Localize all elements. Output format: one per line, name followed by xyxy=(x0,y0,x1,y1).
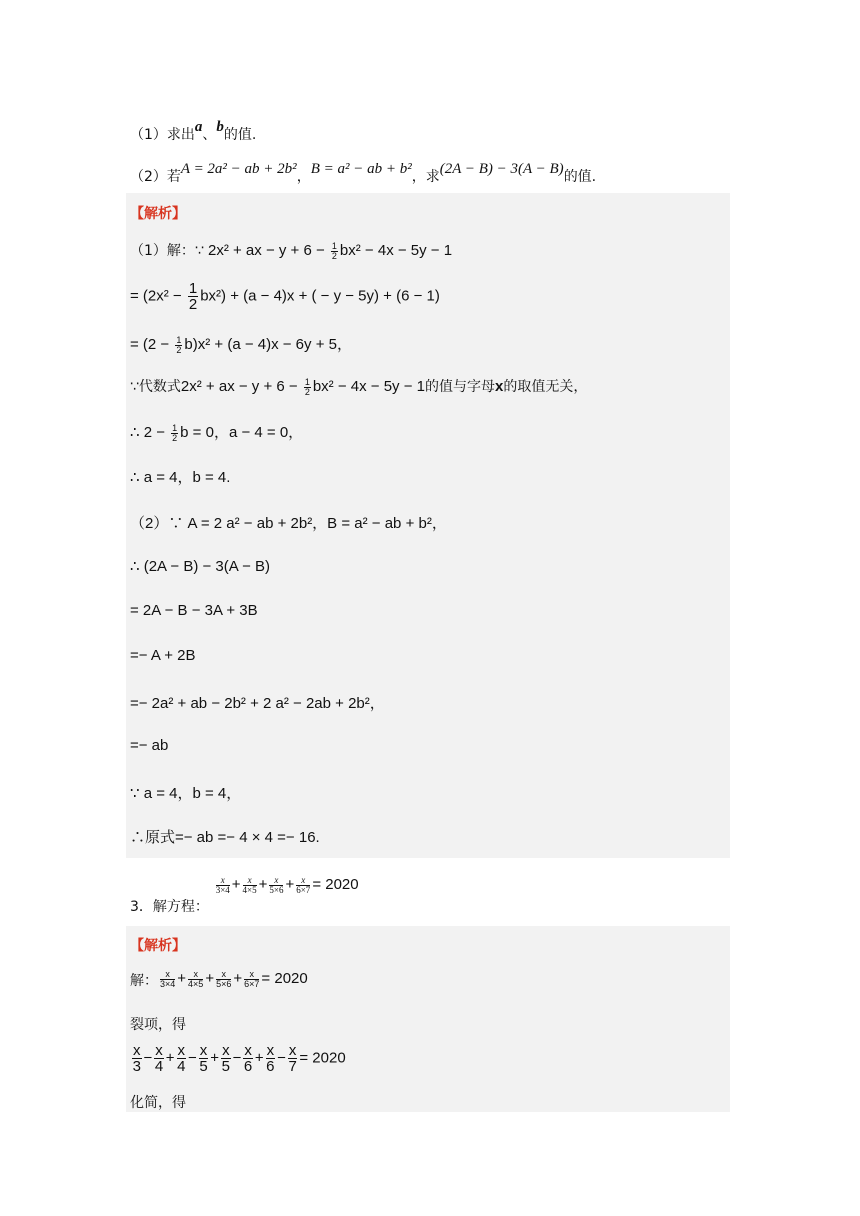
solution-1-line-10: =− A + 2B xyxy=(130,647,196,664)
plus-sign: + xyxy=(258,876,268,893)
question-2-label: （2）若 xyxy=(130,169,181,185)
operator: − xyxy=(143,1049,153,1067)
fraction-denominator: 3 xyxy=(132,1058,141,1075)
fraction-numerator: x xyxy=(296,876,310,886)
fraction xyxy=(304,378,311,397)
fraction-numerator: x xyxy=(160,970,175,980)
solution-1-line-4-a: ∵代数式 xyxy=(130,379,181,395)
question-1-post: 的值. xyxy=(223,127,257,143)
fraction-denominator: 6 xyxy=(266,1058,275,1075)
solution-3-line-3 xyxy=(130,1043,346,1074)
solution-1-line-4-b: 2x² + ax − y + 6 − xyxy=(180,378,298,395)
solution-1-line-12: =− ab xyxy=(130,737,169,754)
fraction-numerator: x xyxy=(133,1042,141,1059)
var-b: b xyxy=(216,119,224,135)
plus-sign: + xyxy=(233,970,243,987)
fraction-numerator: x xyxy=(188,970,203,980)
fraction xyxy=(221,1043,231,1074)
solution-1-line-11: =− 2a² + ab − 2b² + 2 a² − 2ab + 2b²， xyxy=(130,695,385,712)
fraction-denominator: 6 xyxy=(243,1058,253,1075)
solution-1-line-4-c: bx² − 4x − 5y − 1 xyxy=(312,378,425,395)
fraction xyxy=(160,970,175,989)
fraction-numerator: x xyxy=(244,1042,252,1059)
fraction xyxy=(288,1043,298,1074)
fraction-denominator: 5×6 xyxy=(216,978,232,989)
fraction-denominator: 4×5 xyxy=(242,884,257,895)
fraction xyxy=(296,876,310,895)
fraction-numerator: x xyxy=(288,1042,297,1059)
equals-2020: = 2020 xyxy=(312,876,359,893)
fraction xyxy=(216,970,231,989)
question-2 xyxy=(130,161,597,186)
operator: + xyxy=(165,1049,175,1067)
var-a: a xyxy=(194,119,203,135)
plus-sign: + xyxy=(231,876,241,893)
fraction-numerator: x xyxy=(243,876,257,886)
question-1-pre: 求出 xyxy=(166,127,195,143)
fraction-denominator: 5 xyxy=(199,1058,208,1075)
solution-3-line-1 xyxy=(130,968,308,989)
question-2-post: 的值. xyxy=(563,169,597,185)
solution-1-line-5-a: ∴ 2 − xyxy=(130,424,165,441)
solution-1-line-1-prefix: （1）解：∵ xyxy=(130,243,204,259)
fraction-denominator: 3×4 xyxy=(160,978,176,989)
solution-1-line-1-a: 2x² + ax − y + 6 − xyxy=(208,242,325,259)
question-3 xyxy=(130,874,359,915)
solution-3-line-1-prefix: 解： xyxy=(130,973,158,989)
fraction-numerator: 1 xyxy=(172,422,178,433)
operator: − xyxy=(277,1049,286,1067)
fraction xyxy=(132,1043,142,1074)
fraction xyxy=(177,1043,187,1074)
fraction-numerator: x xyxy=(177,1042,186,1059)
solution-1-line-2-b: bx²) + (a − 4)x + ( − y − 5y) + (6 − 1) xyxy=(200,287,440,305)
fraction-denominator: 3×4 xyxy=(215,884,230,895)
fraction-denominator: 2 xyxy=(172,432,178,443)
question-1-label: （1） xyxy=(130,127,167,143)
solution-1-line-5-b: b = 0，a − 4 = 0， xyxy=(180,424,304,441)
fraction xyxy=(269,876,283,895)
fraction-numerator: 1 xyxy=(304,376,310,387)
fraction-denominator: 4 xyxy=(177,1058,186,1075)
solution-1-line-4-d: 的值与字母 xyxy=(425,379,495,395)
fraction-denominator: 5×6 xyxy=(269,884,284,895)
question-2-comma: ， xyxy=(296,169,311,185)
question-2-expr-b: B = a² − ab + b² xyxy=(310,161,412,177)
question-1-sep: 、 xyxy=(202,127,217,143)
question-3-label: 3．解方程： xyxy=(130,899,209,915)
fraction xyxy=(243,876,257,895)
fraction-denominator: 2 xyxy=(176,344,182,355)
question-2-ask: ，求 xyxy=(411,169,440,185)
fraction-numerator: x xyxy=(199,1042,208,1059)
solution-3-tag: 【解析】 xyxy=(130,938,186,954)
solution-1-line-8: ∴ (2A − B) − 3(A − B) xyxy=(130,558,271,575)
fraction-denominator: 2 xyxy=(304,386,310,397)
fraction-numerator: x xyxy=(266,1042,275,1059)
solution-1-line-9: = 2A − B − 3A + 3B xyxy=(130,602,258,619)
fraction-numerator: x xyxy=(155,1042,163,1059)
fraction-denominator: 2 xyxy=(331,250,337,261)
solution-3-line-2: 裂项，得 xyxy=(130,1017,186,1033)
fraction xyxy=(266,1043,276,1074)
solution-1-line-2-a: = (2x² − xyxy=(130,287,182,305)
operator: − xyxy=(188,1049,197,1067)
equals-2020: = 2020 xyxy=(261,970,308,987)
equals-2020: = 2020 xyxy=(299,1049,346,1067)
solution-3-line-4: 化简，得 xyxy=(130,1095,186,1111)
solution-1-line-4 xyxy=(130,376,587,397)
fraction-denominator: 6×7 xyxy=(244,978,260,989)
fraction xyxy=(171,424,178,443)
fraction-numerator: x xyxy=(222,1042,230,1059)
solution-1-line-6: ∴ a = 4，b = 4. xyxy=(130,469,231,486)
fraction xyxy=(216,876,230,895)
fraction-denominator: 7 xyxy=(288,1058,297,1075)
fraction xyxy=(188,970,203,989)
fraction-denominator: 5 xyxy=(221,1058,230,1075)
fraction-denominator: 2 xyxy=(188,296,198,313)
fraction xyxy=(331,242,338,261)
solution-1-line-14: ∴原式=− ab =− 4 × 4 =− 16. xyxy=(130,829,320,846)
question-3-equation xyxy=(214,876,359,893)
solution-1-line-3-b: b)x² + (a − 4)x − 6y + 5， xyxy=(184,336,352,353)
fraction-numerator: x xyxy=(244,970,259,980)
fraction-numerator: x xyxy=(216,876,230,886)
fraction-numerator: 1 xyxy=(331,240,337,251)
fraction xyxy=(244,970,259,989)
fraction-denominator: 4×5 xyxy=(188,978,204,989)
plus-sign: + xyxy=(177,970,187,987)
operator: − xyxy=(232,1049,242,1067)
solution-1-line-5 xyxy=(130,421,303,443)
fraction-numerator: x xyxy=(216,970,231,980)
fraction-numerator: 1 xyxy=(188,280,198,297)
fraction xyxy=(199,1043,209,1074)
solution-box-3 xyxy=(126,926,730,1112)
question-2-expr: (2A − B) − 3(A − B) xyxy=(439,161,564,177)
fraction xyxy=(188,281,198,312)
fraction xyxy=(154,1043,164,1074)
solution-1-line-3 xyxy=(130,333,352,355)
solution-1-line-13: ∵ a = 4，b = 4， xyxy=(130,785,242,802)
solution-1-line-1-b: bx² − 4x − 5y − 1 xyxy=(339,242,453,259)
solution-1-line-4-e: 的取值无关， xyxy=(503,379,588,395)
operator: + xyxy=(254,1049,264,1067)
solution-1-line-2 xyxy=(130,281,440,312)
solution-1-tag: 【解析】 xyxy=(130,206,186,222)
fraction-numerator: x xyxy=(269,876,283,886)
fraction-denominator: 6×7 xyxy=(296,884,311,895)
fraction xyxy=(175,336,182,355)
solution-1-line-3-a: = (2 − xyxy=(130,336,170,353)
question-2-expr-a: A = 2a² − ab + 2b² xyxy=(180,161,297,177)
question-1 xyxy=(130,119,257,144)
fraction-denominator: 4 xyxy=(154,1058,164,1075)
plus-sign: + xyxy=(205,970,215,987)
solution-1-line-4-x: x xyxy=(495,378,504,395)
fraction xyxy=(243,1043,253,1074)
plus-sign: + xyxy=(285,876,295,893)
solution-1-line-7: （2）∵ A = 2 a² − ab + 2b²，B = a² − ab + b²， xyxy=(130,515,447,532)
solution-1-line-1 xyxy=(130,240,452,261)
fraction-numerator: 1 xyxy=(176,334,182,345)
operator: + xyxy=(210,1049,220,1067)
